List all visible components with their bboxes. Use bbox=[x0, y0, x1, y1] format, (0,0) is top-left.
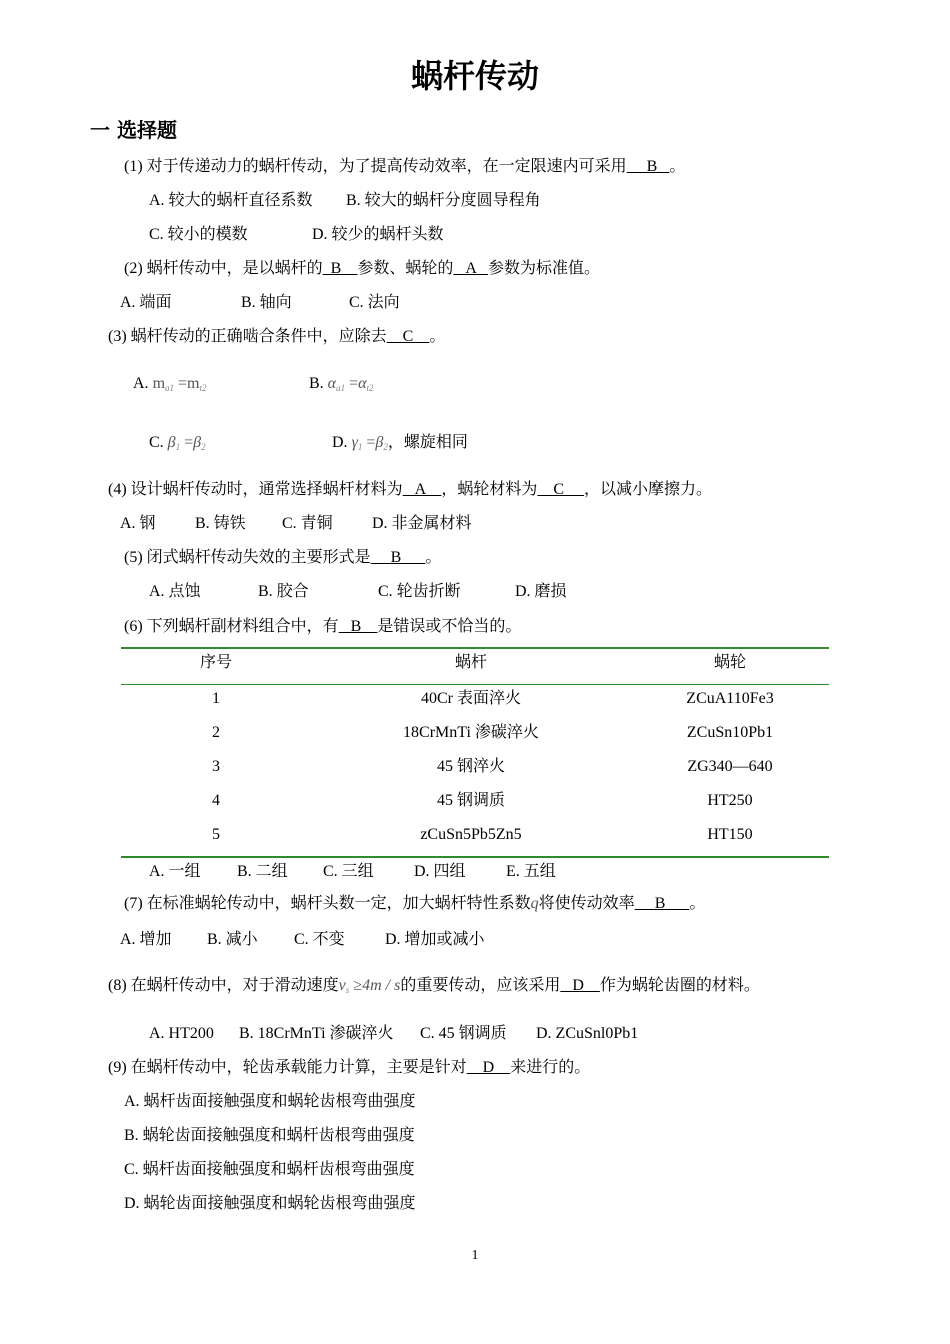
formula-symbol: β bbox=[375, 434, 384, 451]
question-8-answer: D bbox=[560, 977, 600, 994]
page-title: 蜗杆传动 bbox=[410, 57, 539, 95]
question-5-option-c: C. 轮齿折断 bbox=[378, 583, 461, 600]
question-7-stem bbox=[124, 894, 705, 914]
question-6-option-d: D. 四组 bbox=[414, 863, 466, 880]
question-6-option-e: E. 五组 bbox=[506, 863, 556, 880]
formula-subscript: 1 bbox=[357, 442, 363, 452]
formula-subscript: t2 bbox=[199, 383, 207, 393]
table-cell: HT150 bbox=[707, 826, 753, 843]
formula-symbol: α bbox=[327, 375, 337, 392]
question-7-end: 。 bbox=[689, 895, 706, 912]
page-number: 1 bbox=[471, 1248, 479, 1263]
table-header-rule bbox=[121, 684, 829, 685]
question-4-text-3: ，以减小摩擦力。 bbox=[584, 481, 713, 498]
question-8-option-a: A. HT200 bbox=[149, 1025, 214, 1042]
question-6-end: 是错误或不恰当的。 bbox=[377, 618, 522, 635]
question-1-answer: B bbox=[626, 158, 670, 175]
table-cell: 40Cr 表面淬火 bbox=[420, 690, 521, 707]
table-cell: ZG340—640 bbox=[687, 758, 773, 775]
question-2-text-2: 参数、蜗轮的 bbox=[357, 260, 454, 277]
question-4-option-d: D. 非金属材料 bbox=[372, 515, 472, 532]
question-7-answer: B bbox=[634, 895, 690, 912]
question-6-stem bbox=[124, 617, 521, 637]
question-4-option-b: B. 铸铁 bbox=[195, 515, 246, 532]
question-3-option-b bbox=[309, 374, 374, 398]
question-9-stem bbox=[108, 1058, 590, 1078]
question-3-end: 。 bbox=[429, 328, 446, 345]
question-7-option-b: B. 减小 bbox=[207, 931, 258, 948]
question-9-option-c: C. 蜗杆齿面接触强度和蜗杆齿根弯曲强度 bbox=[124, 1161, 415, 1178]
question-4-text-1: (4) 设计蜗杆传动时，通常选择蜗杆材料为 bbox=[108, 481, 403, 498]
question-3-answer: C bbox=[386, 328, 430, 345]
formula-symbol: m bbox=[152, 375, 166, 392]
formula-symbol: β bbox=[167, 434, 176, 451]
question-7-option-d: D. 增加或减小 bbox=[385, 931, 485, 948]
question-4-text-2: ，蜗轮材料为 bbox=[441, 481, 538, 498]
table-header-index: 序号 bbox=[199, 654, 232, 671]
question-2-answer-1: B bbox=[322, 260, 358, 277]
question-8-end: 作为蜗轮齿圈的材料。 bbox=[599, 977, 760, 994]
table-bottom-rule bbox=[121, 856, 829, 858]
question-2-option-a: A. 端面 bbox=[120, 294, 172, 311]
table-cell: 2 bbox=[212, 724, 220, 741]
question-2-text-3: 参数为标准值。 bbox=[488, 260, 601, 277]
table-header-wheel: 蜗轮 bbox=[713, 654, 746, 671]
question-4-answer-1: A bbox=[402, 481, 442, 498]
question-5-end: 。 bbox=[425, 549, 442, 566]
table-cell: 45 钢淬火 bbox=[436, 758, 505, 775]
question-1-option-a: A. 较大的蜗杆直径系数 bbox=[149, 192, 313, 209]
question-4-answer-2: C bbox=[537, 481, 585, 498]
question-9-option-b: B. 蜗轮齿面接触强度和蜗杆齿根弯曲强度 bbox=[124, 1127, 415, 1144]
formula-symbol: α bbox=[358, 375, 367, 392]
formula-equals: = bbox=[349, 375, 359, 392]
question-6-option-a: A. 一组 bbox=[149, 863, 201, 880]
option-label: D. bbox=[332, 434, 348, 451]
question-9-option-a: A. 蜗杆齿面接触强度和蜗轮齿根弯曲强度 bbox=[124, 1093, 416, 1110]
question-5-stem bbox=[124, 548, 441, 568]
formula-subscript: a1 bbox=[336, 383, 346, 393]
question-7-text-1: (7) 在标准蜗轮传动中，蜗杆头数一定，加大蜗杆特性系数 bbox=[124, 895, 531, 912]
question-2-option-b: B. 轴向 bbox=[241, 294, 292, 311]
formula-subscript: a1 bbox=[165, 383, 175, 393]
question-2-option-c: C. 法向 bbox=[349, 294, 400, 311]
question-3-option-a bbox=[133, 374, 207, 398]
question-5-option-a: A. 点蚀 bbox=[149, 583, 201, 600]
question-8-option-d: D. ZCuSnl0Pb1 bbox=[536, 1025, 639, 1042]
table-cell: ZCuSn10Pb1 bbox=[686, 724, 774, 741]
formula-symbol: v bbox=[338, 977, 346, 994]
table-cell: 4 bbox=[212, 792, 220, 809]
section-heading: 一 选择题 bbox=[90, 118, 177, 142]
question-3-text: (3) 蜗杆传动的正确啮合条件中，应除去 bbox=[108, 328, 387, 345]
question-8-text-2: 的重要传动，应该采用 bbox=[400, 977, 561, 994]
question-5-answer: B bbox=[370, 549, 426, 566]
question-3-stem bbox=[108, 327, 445, 347]
table-cell: 45 钢调质 bbox=[436, 792, 505, 809]
table-cell: 5 bbox=[212, 826, 220, 843]
formula-subscript: 2 bbox=[383, 442, 388, 452]
question-6-option-b: B. 二组 bbox=[237, 863, 288, 880]
question-1-option-d: D. 较少的蜗杆头数 bbox=[312, 226, 444, 243]
question-8-text-1: (8) 在蜗杆传动中，对于滑动速度 bbox=[108, 977, 339, 994]
table-header-worm: 蜗杆 bbox=[454, 654, 487, 671]
question-8-option-c: C. 45 钢调质 bbox=[420, 1025, 507, 1042]
question-7-option-c: C. 不变 bbox=[294, 931, 345, 948]
option-label: B. bbox=[309, 375, 324, 392]
formula-condition: ≥4m / s bbox=[349, 977, 401, 994]
question-4-stem bbox=[108, 480, 712, 500]
question-6-answer: B bbox=[338, 618, 378, 635]
question-1-end: 。 bbox=[669, 158, 686, 175]
question-1-option-b: B. 较大的蜗杆分度圆导程角 bbox=[346, 192, 541, 209]
table-cell: HT250 bbox=[707, 792, 753, 809]
formula-symbol: q bbox=[530, 895, 539, 912]
formula-subscript: 1 bbox=[175, 442, 181, 452]
formula-symbol: γ bbox=[351, 434, 358, 451]
question-9-answer: D bbox=[466, 1059, 511, 1076]
question-9-end: 来进行的。 bbox=[510, 1059, 591, 1076]
question-8-stem bbox=[108, 976, 760, 1000]
question-9-option-d: D. 蜗轮齿面接触强度和蜗轮齿根弯曲强度 bbox=[124, 1195, 416, 1212]
formula-subscript: s bbox=[345, 985, 350, 995]
question-4-option-a: A. 钢 bbox=[120, 515, 156, 532]
table-cell: 18CrMnTi 渗碳淬火 bbox=[403, 724, 539, 741]
question-6-option-c: C. 三组 bbox=[323, 863, 374, 880]
formula-equals: = bbox=[178, 375, 188, 392]
question-1-stem bbox=[124, 157, 685, 177]
table-cell: ZCuA110Fe3 bbox=[686, 690, 774, 707]
formula-subscript: 2 bbox=[201, 442, 206, 452]
formula-subscript: t2 bbox=[366, 383, 374, 393]
question-2-stem bbox=[124, 259, 600, 279]
question-7-option-a: A. 增加 bbox=[120, 931, 172, 948]
table-top-rule bbox=[121, 647, 829, 649]
question-3-option-c bbox=[149, 433, 206, 457]
question-7-text-2: 将使传动效率 bbox=[538, 895, 635, 912]
formula-symbol: β bbox=[193, 434, 202, 451]
question-8-option-b: B. 18CrMnTi 渗碳淬火 bbox=[239, 1025, 394, 1042]
option-label: C. bbox=[149, 434, 164, 451]
question-1-option-c: C. 较小的模数 bbox=[149, 226, 248, 243]
question-1-text: (1) 对于传递动力的蜗杆传动，为了提高传动效率，在一定限速内可采用 bbox=[124, 158, 627, 175]
formula-symbol: m bbox=[187, 375, 200, 392]
formula-equals: = bbox=[184, 434, 194, 451]
table-cell: zCuSn5Pb5Zn5 bbox=[420, 826, 522, 843]
question-9-text: (9) 在蜗杆传动中，轮齿承载能力计算，主要是针对 bbox=[108, 1059, 467, 1076]
question-5-text: (5) 闭式蜗杆传动失效的主要形式是 bbox=[124, 549, 371, 566]
question-2-text-1: (2) 蜗杆传动中，是以蜗杆的 bbox=[124, 260, 323, 277]
option-label: A. bbox=[133, 375, 149, 392]
question-4-option-c: C. 青铜 bbox=[282, 515, 333, 532]
option-text: ，螺旋相同 bbox=[387, 434, 468, 451]
table-cell: 3 bbox=[212, 758, 220, 775]
question-2-answer-2: A bbox=[453, 260, 489, 277]
question-6-text: (6) 下列蜗杆副材料组合中，有 bbox=[124, 618, 339, 635]
question-3-option-d bbox=[332, 433, 468, 457]
table-cell: 1 bbox=[212, 690, 220, 707]
formula-equals: = bbox=[366, 434, 376, 451]
question-5-option-d: D. 磨损 bbox=[515, 583, 567, 600]
question-5-option-b: B. 胶合 bbox=[258, 583, 309, 600]
